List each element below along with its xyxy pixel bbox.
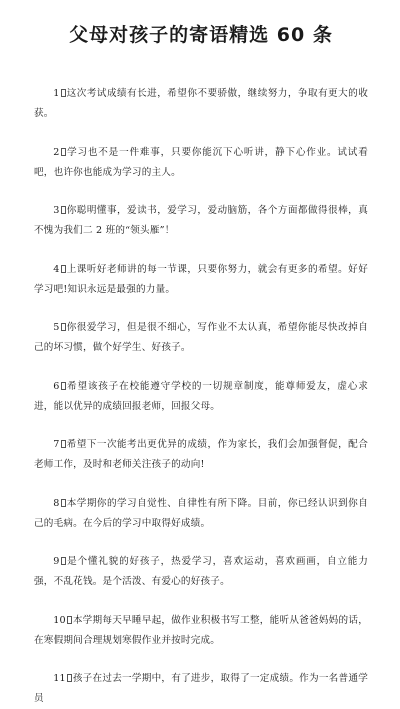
box-glyph-icon [61,557,66,565]
item-number: 4 [53,263,60,275]
item-text: 你很爱学习，但是很不细心，写作业不太认真，希望你能尽快改掉自己的坏习惯，做个好学生、好孩子。 [34,322,368,353]
item-number: 5 [53,322,60,333]
list-item [34,201,368,241]
list-item [34,84,368,124]
list-item [34,435,368,475]
item-text: 本学期每天早睡早起，做作业积极书写工整，能听从爸爸妈妈的话，在寒假期间合理规划寒假作业并按时完成。 [34,614,368,646]
list-item [34,669,368,709]
item-number: 9 [53,556,60,567]
list-item [34,552,368,592]
box-glyph-icon [61,89,66,97]
list-item [34,143,368,183]
box-glyph-icon [67,674,72,682]
message-list [34,84,368,709]
item-text: 希望该孩子在校能遵守学校的一切规章制度，能尊师爱友，虚心求进，能以优异的成绩回报老师，回报父母。 [34,380,368,412]
list-item [34,494,368,534]
box-glyph-icon [61,499,66,507]
item-text: 孩子在过去一学期中，有了进步，取得了一定成绩。作为一名普通学员 [34,673,368,704]
box-glyph-icon [61,382,66,390]
item-text: 本学期你的学习自觉性、自律性有所下降。目前，你已经认识到你自己的毛病。在今后的学习中取得好成绩。 [34,497,368,529]
item-number: 6 [53,380,60,392]
box-glyph-icon [61,148,66,156]
item-number: 8 [53,497,60,509]
item-text: 这次考试成绩有长进，希望你不要骄傲，继续努力，争取有更大的收获。 [34,88,368,119]
item-number: 2 [53,146,60,158]
document-title: 父母对孩子的寄语精选 60 条 [69,24,333,46]
item-text: 你聪明懂事，爱读书，爱学习，爱动脑筋，各个方面都做得很棒，真不愧为我们二 2 班的“领头雁”！ [34,205,368,236]
item-text: 是个懂礼貌的好孩子，热爱学习，喜欢运动，喜欢画画，自立能力强，不乱花钱。是个活泼、有爱心的好孩子。 [34,556,368,587]
list-item [34,318,368,358]
item-number: 10 [53,614,66,626]
box-glyph-icon [61,440,66,448]
item-number: 7 [53,439,60,450]
box-glyph-icon [67,616,72,624]
item-text: 学习也不是一件难事，只要你能沉下心听讲，静下心作业。试试看吧，也许你也能成为学习的主人。 [34,146,368,178]
item-number: 1 [53,88,60,99]
box-glyph-icon [61,206,66,214]
box-glyph-icon [61,323,66,331]
list-item [34,377,368,417]
box-glyph-icon [61,265,66,273]
item-number: 3 [53,205,60,216]
item-text: 上课听好老师讲的每一节课，只要你努力，就会有更多的希望。好好学习吧!知识永远是最强的力量。 [34,263,368,295]
list-item [34,611,368,651]
item-text: 希望下一次能考出更优异的成绩，作为家长，我们会加强督促，配合老师工作，及时和老师关注孩子的动向! [34,439,368,470]
list-item [34,260,368,300]
item-number: 11 [53,673,66,684]
